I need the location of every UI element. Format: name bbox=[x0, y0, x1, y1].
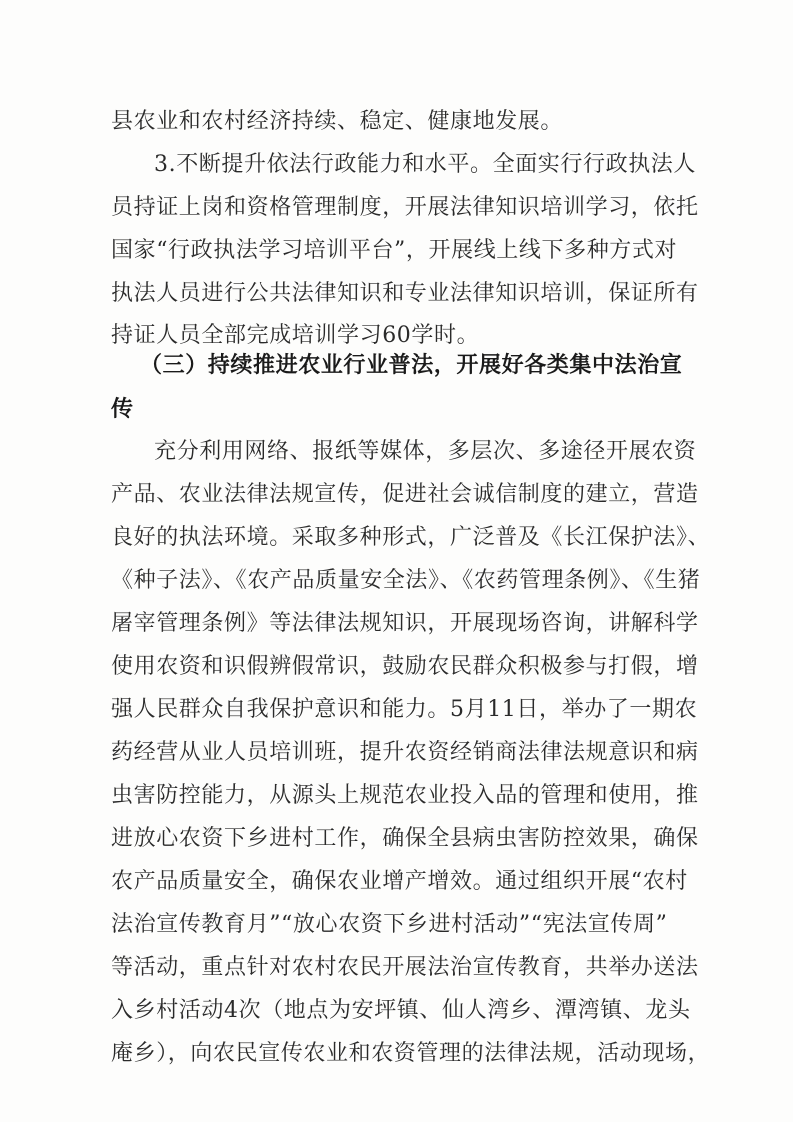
text-line-22: 入乡村活动4次（地点为安坪镇、仙人湾乡、潭湾镇、龙头 bbox=[111, 998, 691, 1023]
text-line-4: 国家“行政执法学习培训平台”，开展线上线下多种方式对 bbox=[111, 238, 678, 263]
text-line-3: 员持证上岗和资格管理制度，开展法律知识培训学习，依托 bbox=[111, 195, 699, 220]
text-line-21: 等活动，重点针对农村农民开展法治宣传教育，共举办送法 bbox=[111, 955, 699, 980]
text-line-23: 庵乡），向农民宣传农业和农资管理的法律法规，活动现场， bbox=[111, 1041, 711, 1066]
text-line-13: 屠宰管理条例》等法律法规知识，开展现场咨询，讲解科学 bbox=[111, 611, 699, 636]
text-line-12: 《种子法》、《农产品质量安全法》、《农药管理条例》、《生猪 bbox=[111, 568, 701, 593]
text-line-11: 良好的执法环境。采取多种形式，广泛普及《长江保护法》、 bbox=[111, 525, 711, 550]
text-line-16: 药经营从业人员培训班，提升农资经销商法律法规意识和病 bbox=[111, 740, 699, 765]
text-line-2: 3.不断提升依法行政能力和水平。全面实行行政执法人 bbox=[154, 152, 696, 177]
text-line-18: 进放心农资下乡进村工作，确保全县病虫害防控效果，确保 bbox=[111, 826, 699, 851]
text-line-17: 虫害防控能力，从源头上规范农业投入品的管理和使用，推 bbox=[111, 783, 699, 808]
text-line-1: 县农业和农村经济持续、稳定、健康地发展。 bbox=[111, 109, 564, 134]
section-heading-line-1: （三）持续推进农业行业普法，开展好各类集中法治宣 bbox=[140, 352, 683, 378]
text-line-5: 执法人员进行公共法律知识和专业法律知识培训，保证所有 bbox=[111, 281, 699, 306]
section-heading-line-2: 传 bbox=[111, 396, 134, 422]
text-line-6: 持证人员全部完成培训学习60学时。 bbox=[111, 323, 480, 348]
text-line-19: 农产品质量安全，确保农业增产增效。通过组织开展“农村 bbox=[111, 869, 688, 894]
text-line-15: 强人民群众自我保护意识和能力。5月11日，举办了一期农 bbox=[111, 697, 698, 722]
text-line-14: 使用农资和识假辨假常识，鼓励农民群众积极参与打假，增 bbox=[111, 654, 699, 679]
text-line-20: 法治宣传教育月”“放心农资下乡进村活动”“宪法宣传周” bbox=[111, 912, 668, 937]
text-line-10: 产品、农业法律法规宣传，促进社会诚信制度的建立，营造 bbox=[111, 482, 699, 507]
text-line-9: 充分利用网络、报纸等媒体，多层次、多途径开展农资 bbox=[154, 439, 697, 464]
